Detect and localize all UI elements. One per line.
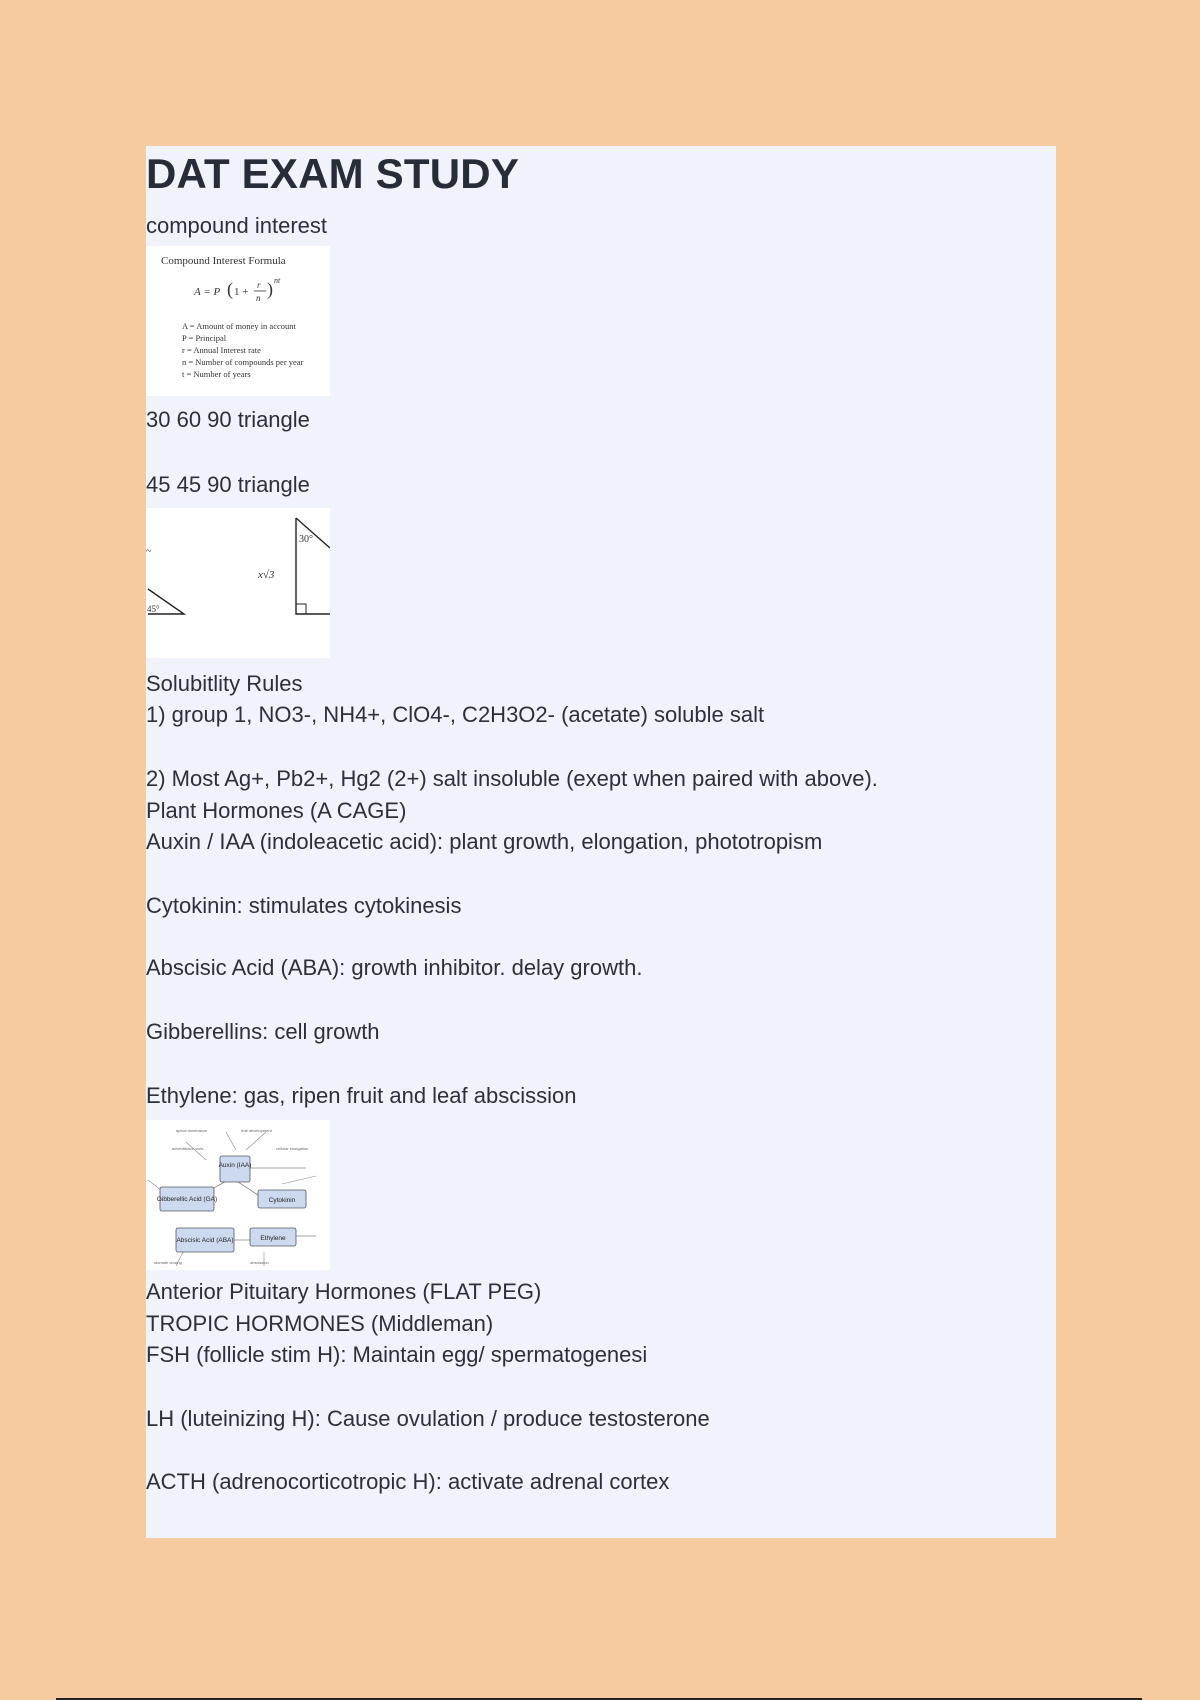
svg-text:cellular elongation: cellular elongation (276, 1146, 309, 1151)
cytokinin-box-label: Cytokinin (268, 1197, 296, 1204)
gibberellins-line: Gibberellins: cell growth (146, 1019, 380, 1044)
svg-text:): ) (267, 279, 273, 299)
ethylene-box-label: Ethylene (260, 1235, 286, 1242)
svg-text:(: ( (227, 279, 233, 299)
abscisic-acid-line: Abscisic Acid (ABA): growth inhibitor. delay growth. (146, 955, 643, 980)
compound-def-a: A = Amount of money in account (182, 321, 296, 331)
compound-interest-formula (193, 276, 281, 303)
solubility-rules-heading: Solubitlity Rules (146, 671, 303, 696)
triangle-left-side-mark: ~ (146, 546, 152, 557)
solubility-rule-2: 2) Most Ag+, Pb2+, Hg2 (2+) salt insoluble (exept when paired with above). (146, 766, 878, 791)
acth-line: ACTH (adrenocorticotropic H): activate adrenal cortex (146, 1469, 670, 1494)
lh-line: LH (luteinizing H): Cause ovulation / produce testosterone (146, 1406, 710, 1431)
svg-text:n: n (256, 293, 261, 303)
document-title: DAT EXAM STUDY (146, 150, 520, 197)
compound-interest-heading: compound interest (146, 213, 327, 238)
auxin-box-label: Auxin (IAA) (218, 1162, 252, 1169)
auxin-box (220, 1156, 250, 1182)
gibberellic-box-label: Gibberellic Acid (GA) (156, 1196, 218, 1203)
tropic-hormones-heading: TROPIC HORMONES (Middleman) (146, 1311, 494, 1336)
svg-text:adventitious roots: adventitious roots (172, 1146, 204, 1151)
plant-hormones-diagram (146, 1120, 330, 1270)
compound-def-n: n = Number of compounds per year (182, 357, 304, 367)
compound-def-r: r = Annual Interest rate (182, 345, 261, 355)
solubility-rule-1: 1) group 1, NO3-, NH4+, ClO4-, C2H3O2- (acetate) soluble salt (146, 702, 765, 727)
svg-text:nt: nt (274, 276, 281, 285)
svg-text:r: r (257, 280, 261, 290)
fsh-line: FSH (follicle stim H): Maintain egg/ spermatogenesi (146, 1342, 648, 1367)
document-page (146, 146, 1056, 1538)
compound-def-t: t = Number of years (182, 369, 251, 379)
svg-text:stomate closing: stomate closing (154, 1260, 182, 1265)
triangle-45-angle-label: 45° (147, 604, 160, 614)
svg-text:apical dominance: apical dominance (176, 1128, 208, 1133)
auxin-line: Auxin / IAA (indoleacetic acid): plant growth, elongation, phototropism (146, 829, 823, 854)
compound-interest-figure-heading: Compound Interest Formula (161, 255, 286, 267)
triangle-side-label: x√3 (258, 569, 275, 581)
svg-text:fruit development: fruit development (241, 1128, 272, 1133)
svg-text:1 +: 1 + (234, 286, 249, 298)
triangle-30-angle-label: 30° (299, 534, 313, 545)
triangle-45-45-90-heading: 45 45 90 triangle (146, 472, 310, 497)
pituitary-hormones-heading: Anterior Pituitary Hormones (FLAT PEG) (146, 1279, 542, 1304)
abscisic-box-label: Abscisic Acid (ABA) (176, 1237, 234, 1244)
svg-text:A = P: A = P (194, 286, 221, 298)
svg-text:abscission: abscission (250, 1260, 269, 1265)
compound-def-p: P = Principal (182, 333, 227, 343)
plant-hormones-heading: Plant Hormones (A CAGE) (146, 798, 407, 823)
triangle-30-60-90-heading: 30 60 90 triangle (146, 407, 310, 432)
triangles-figure (146, 508, 330, 658)
cytokinin-line: Cytokinin: stimulates cytokinesis (146, 893, 462, 918)
ethylene-line: Ethylene: gas, ripen fruit and leaf abscission (146, 1083, 577, 1108)
compound-interest-figure (146, 246, 330, 396)
